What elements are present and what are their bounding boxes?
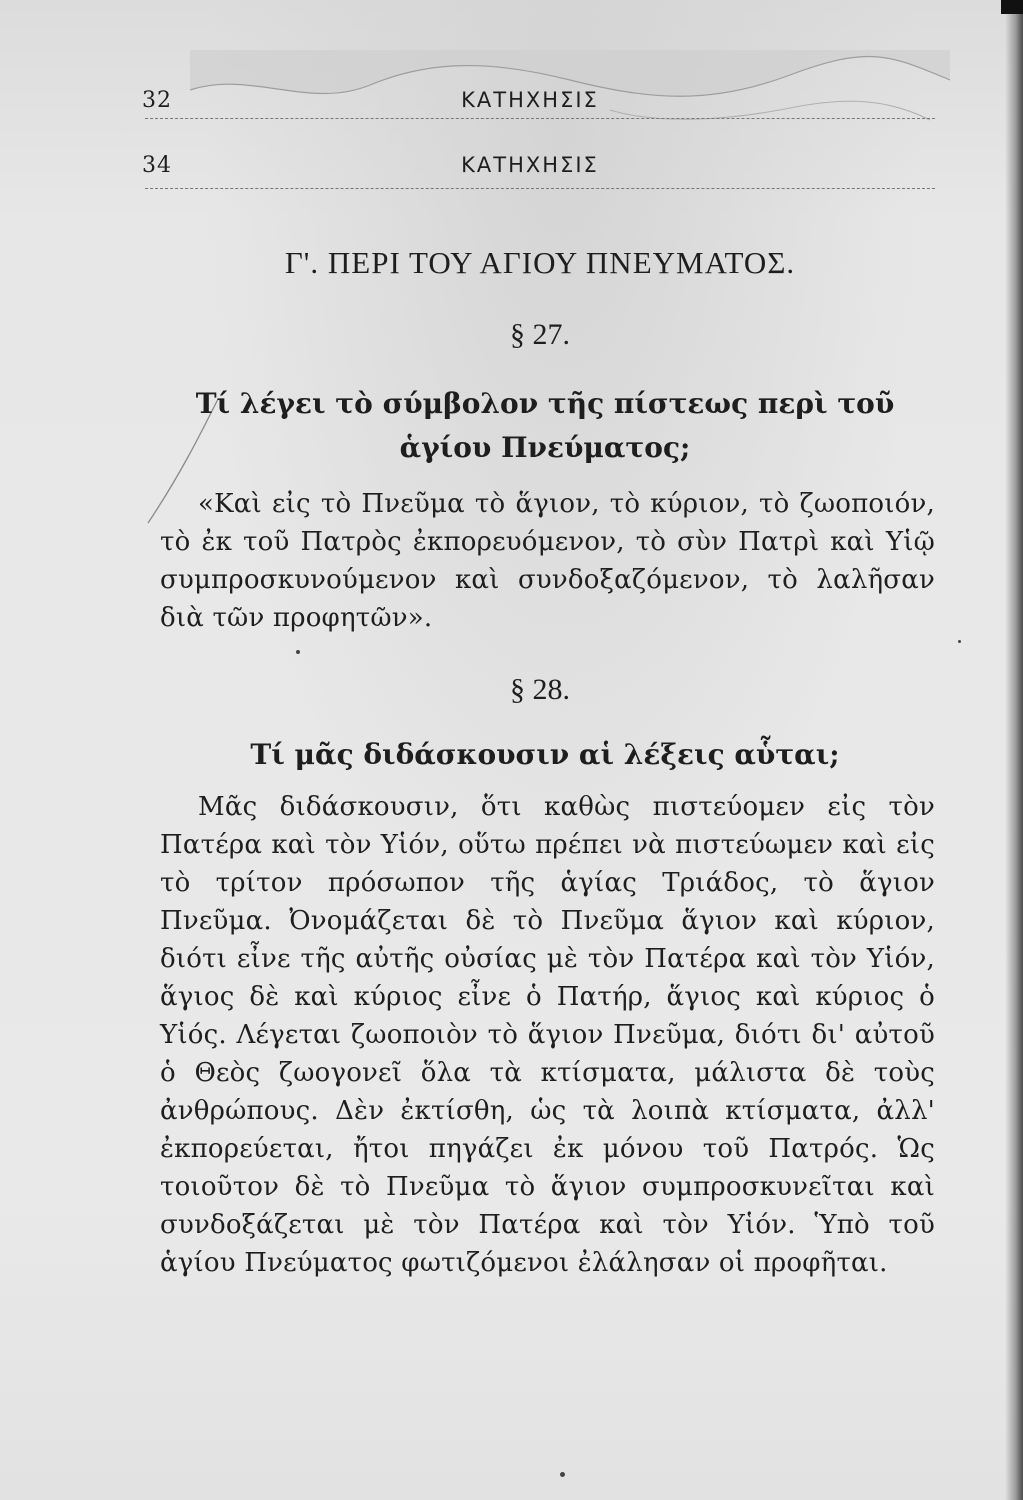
page-number-previous: 32	[142, 88, 172, 113]
page-number: 34	[142, 153, 172, 178]
section-mark-28: § 28.	[510, 673, 570, 706]
question-27: Τί λέγει τὸ σύμβολον τῆς πίστεως περὶ τοῦ ἁγίου Πνεύματος;	[195, 387, 895, 464]
question-28: Τί μᾶς διδάσκουσιν αἱ λέξεις αὗται;	[250, 738, 840, 771]
paper-speck	[560, 1472, 565, 1477]
section-mark-27: § 27.	[510, 318, 570, 351]
answer-27: «Καὶ εἰς τὸ Πνεῦμα τὸ ἅγιον, τὸ κύριον, τὸ ζωοποιόν, τὸ ἐκ τοῦ Πατρὸς ἐκπορευόμενον, τὸ σὺν Πατρὶ καὶ Υἱῷ συμπροσκυνούμενον καὶ συνδοξαζόμενον, τὸ λαλῆσαν διὰ τῶν προφητῶν».	[160, 489, 935, 633]
running-title-previous: ΚΑΤΗΧΗΣΙΣ	[461, 88, 599, 112]
answer-28: Μᾶς διδάσκουσιν, ὅτι καθὼς πιστεύομεν εἰς τὸν Πατέρα καὶ τὸν Υἱόν, οὕτω πρέπει νὰ πιστεύωμεν καὶ εἰς τὸ τρίτον πρόσωπον τῆς ἁγίας Τριάδος, τὸ ἅγιον Πνεῦμα. Ὀνομάζεται δὲ τὸ Πνεῦμα ἅγιον καὶ κύριον, διότι εἶνε τῆς αὐτῆς οὐσίας μὲ τὸν Πατέρα καὶ τὸν Υἱόν, ἅγιος δὲ καὶ κύριος εἶνε ὁ Πατήρ, ἅγιος καὶ κύριος ὁ Υἱός. Λέγεται ζωοποιὸν τὸ ἅγιον Πνεῦμα, διότι δι' αὐτοῦ ὁ Θεὸς ζωογονεῖ ὅλα τὰ κτίσματα, μάλιστα δὲ τοὺς ἀνθρώπους. Δὲν ἐκτίσθη, ὡς τὰ λοιπὰ κτίσματα, ἀλλ' ἐκπορεύεται, ἤτοι πηγάζει ἐκ μόνου τοῦ Πατρός. Ὡς τοιοῦτον δὲ τὸ Πνεῦμα τὸ ἅγιον συμπροσκυνεῖται καὶ συνδοξάζεται μὲ τὸν Πατέρα καὶ τὸν Υἱόν. Ὑπὸ τοῦ ἁγίου Πνεύματος φωτιζόμενοι ἐλάλησαν οἱ προφῆται.	[160, 792, 935, 1278]
page-edge-shadow	[1005, 0, 1023, 1500]
paper-speck	[958, 640, 961, 643]
running-head-previous	[140, 88, 940, 118]
running-title: ΚΑΤΗΧΗΣΙΣ	[461, 153, 599, 177]
header-rule-previous	[145, 118, 935, 123]
header-rule	[145, 188, 935, 193]
paper-speck	[296, 650, 300, 654]
running-head	[140, 153, 940, 183]
chapter-title: Γ'. ΠΕΡΙ ΤΟΥ ΑΓΙΟΥ ΠΝΕΥΜΑΤΟΣ.	[284, 245, 796, 280]
scan-corner	[1001, 0, 1023, 14]
